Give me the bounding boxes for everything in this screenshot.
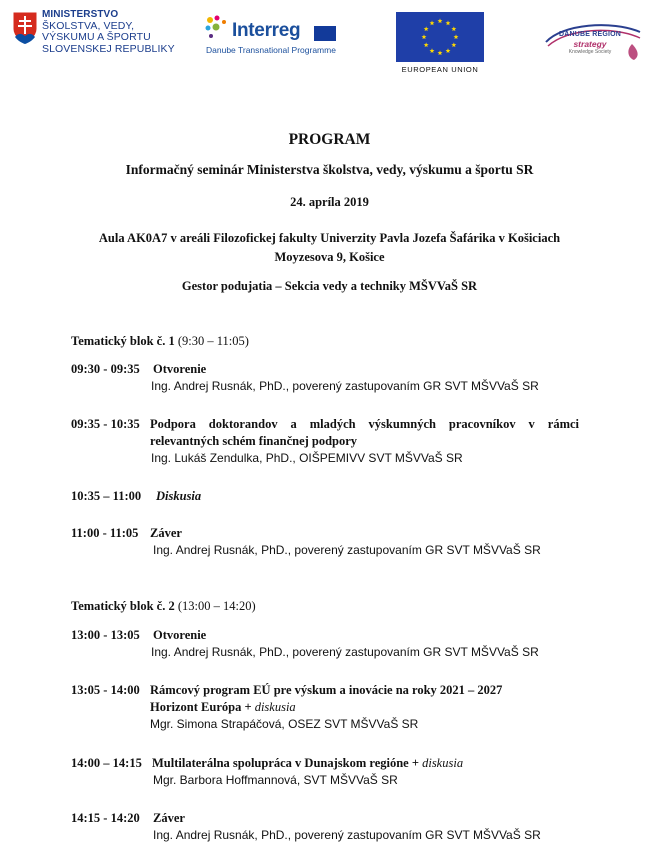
item-title: Otvorenie xyxy=(153,362,207,376)
program-item xyxy=(71,417,579,468)
logo-bar xyxy=(0,0,659,80)
item-time: 14:15 - 14:20 xyxy=(71,811,140,825)
ministry-line: SLOVENSKEJ REPUBLIKY xyxy=(42,42,175,55)
page-title: PROGRAM xyxy=(288,131,371,148)
item-time: 11:00 - 11:05 xyxy=(71,526,139,540)
interreg-mark-icon xyxy=(204,14,232,42)
event-venue: Aula AK0A7 v areáli Filozofickej fakulty Univerzity Pavla Jozefa Šafárika v Košiciach xyxy=(98,231,561,245)
danube-line2: strategy xyxy=(573,39,607,49)
item-title xyxy=(152,756,463,771)
item-title-part: Horizont Európa + xyxy=(150,700,255,714)
ministry-line: MINISTERSTVO xyxy=(42,9,119,20)
seminar-title: Informačný seminár Ministerstva školstva, vedy, výskumu a športu SR xyxy=(125,162,534,177)
event-date: 24. apríla 2019 xyxy=(290,195,369,209)
program-item xyxy=(71,526,579,560)
eu-flag-icon xyxy=(396,12,484,62)
item-title-discussion: diskusia xyxy=(254,700,296,714)
program-item xyxy=(71,628,579,662)
program-item xyxy=(71,811,579,845)
item-speaker: Mgr. Simona Strapáčová, OSEZ SVT MŠVVaŠ SR xyxy=(150,717,419,731)
slovak-crest-icon xyxy=(12,11,38,45)
block-heading xyxy=(71,334,249,349)
program-item xyxy=(71,683,579,734)
interreg-logo xyxy=(204,14,340,58)
block-time: (9:30 – 11:05) xyxy=(177,334,249,348)
block-time: (13:00 – 14:20) xyxy=(177,599,256,613)
item-title: Záver xyxy=(153,811,185,825)
eu-logo xyxy=(396,12,484,74)
item-title-continued xyxy=(150,700,296,715)
item-title-part: Multilaterálna spolupráca v Dunajskom regióne + xyxy=(152,756,423,770)
block-heading xyxy=(71,599,256,614)
item-title: Podpora doktorandov a mladých výskumných pracovníkov v rámci xyxy=(150,417,579,431)
item-speaker: Ing. Andrej Rusnák, PhD., poverený zastupovaním GR SVT MŠVVaŠ SR xyxy=(151,379,539,393)
item-title: Záver xyxy=(150,526,182,540)
item-time: 09:30 - 09:35 xyxy=(71,362,140,376)
item-speaker: Ing. Lukáš Zendulka, PhD., OIŠPEMIVV SVT MŠVVaŠ SR xyxy=(151,451,463,465)
ministry-line: ŠKOLSTVA, VEDY, xyxy=(42,19,135,32)
program-item xyxy=(71,489,579,506)
block-title: Tematický blok č. 2 xyxy=(71,599,175,613)
program-item xyxy=(71,362,579,396)
item-title: Rámcový program EÚ pre výskum a inovácie na roky 2021 – 2027 xyxy=(150,683,503,697)
block-title: Tematický blok č. 1 xyxy=(71,334,175,348)
item-time: 10:35 – 11:00 xyxy=(71,489,142,503)
danube-strategy-logo xyxy=(542,22,646,62)
item-speaker: Ing. Andrej Rusnák, PhD., poverený zastupovaním GR SVT MŠVVaŠ SR xyxy=(153,543,541,557)
item-speaker: Ing. Andrej Rusnák, PhD., poverený zastupovaním GR SVT MŠVVaŠ SR xyxy=(153,828,541,842)
interreg-wordmark: Interreg xyxy=(232,20,301,41)
item-time: 14:00 – 14:15 xyxy=(71,756,142,770)
item-speaker: Ing. Andrej Rusnák, PhD., poverený zastupovaním GR SVT MŠVVaŠ SR xyxy=(151,645,539,659)
item-title: Otvorenie xyxy=(153,628,207,642)
program-item xyxy=(71,756,579,790)
item-title: Diskusia xyxy=(156,489,202,503)
item-speaker: Mgr. Barbora Hoffmannová, SVT MŠVVaŠ SR xyxy=(153,773,398,787)
ministry-name xyxy=(42,9,175,55)
item-title-discussion: diskusia xyxy=(422,756,464,770)
item-title-continued: relevantných schém finančnej podpory xyxy=(150,434,358,448)
danube-line3: Knowledge Society xyxy=(568,49,612,55)
ministry-line: VÝSKUMU A ŠPORTU xyxy=(42,31,151,43)
item-time: 13:05 - 14:00 xyxy=(71,683,140,697)
ministry-logo xyxy=(12,9,175,65)
event-organizer: Gestor podujatia – Sekcia vedy a techniky MŠVVaŠ SR xyxy=(181,279,478,293)
eu-flag-small-icon xyxy=(314,26,336,41)
event-address: Moyzesova 9, Košice xyxy=(274,250,385,264)
danube-line1: DANUBE REGION xyxy=(558,31,622,38)
interreg-subtitle: Danube Transnational Programme xyxy=(206,45,336,55)
item-time: 13:00 - 13:05 xyxy=(71,628,140,642)
item-time: 09:35 - 10:35 xyxy=(71,417,140,431)
eu-caption: EUROPEAN UNION xyxy=(401,65,479,74)
